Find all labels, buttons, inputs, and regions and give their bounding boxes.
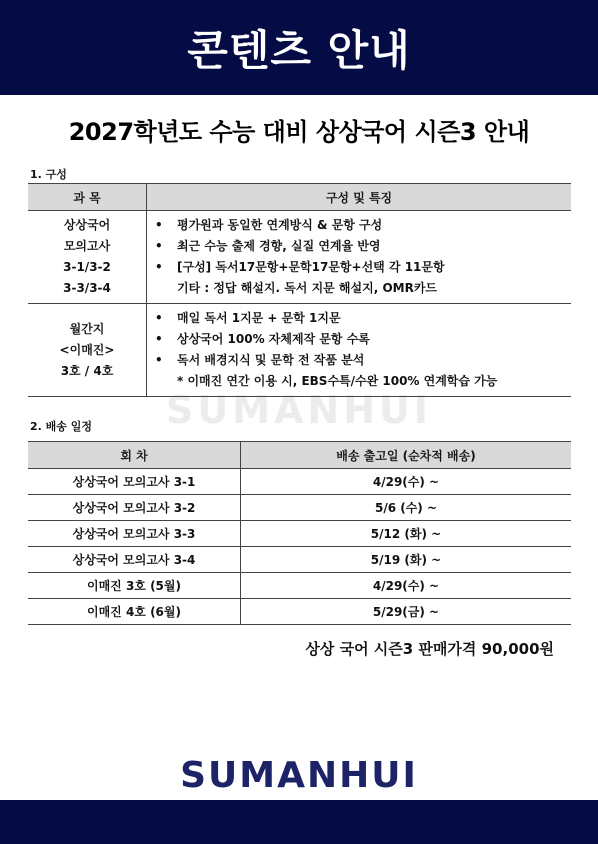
subject-line: 월간지 — [69, 321, 105, 336]
feature-extra: * 이매진 연간 이용 시, EBS수특/수완 100% 연계학습 가능 — [177, 374, 498, 388]
header-subject: 과 목 — [28, 184, 147, 211]
table-header-row — [28, 184, 571, 211]
subject-line: 3호 / 4호 — [60, 363, 114, 378]
feature-text: 독서 배경지식 및 문학 전 작품 분석 — [177, 353, 365, 367]
feature-list — [155, 308, 565, 371]
bullet-icon: • — [155, 218, 163, 232]
table-row — [28, 304, 571, 397]
bullet-icon: • — [155, 311, 163, 325]
date-cell: 5/29(금) ~ — [241, 599, 572, 625]
bullet-icon: • — [155, 239, 163, 253]
feature-text: 매일 독서 1지문 + 문학 1지문 — [177, 311, 341, 325]
round-cell: 상상국어 모의고사 3-2 — [28, 495, 241, 521]
features-cell — [147, 304, 572, 397]
bottom-banner — [0, 800, 598, 844]
bullet-icon: • — [155, 332, 163, 346]
subject-cell — [28, 304, 147, 397]
shipping-table — [28, 441, 571, 625]
list-item — [155, 329, 565, 350]
brand-logo: SUMANHUI — [180, 755, 418, 796]
feature-list — [155, 215, 565, 278]
top-banner — [0, 0, 598, 95]
subject-line: 모의고사 — [63, 239, 111, 253]
feature-text: 최근 수능 출제 경향, 실질 연계율 반영 — [177, 239, 381, 253]
round-cell: 상상국어 모의고사 3-4 — [28, 547, 241, 573]
section-shipping-label: 2. 배송 일정 — [30, 420, 92, 433]
feature-extra: 기타 : 정답 해설지. 독서 지문 해설지, OMR카드 — [177, 281, 438, 295]
list-item — [155, 308, 565, 329]
table-header-row — [28, 442, 571, 469]
watermark: SUMANHUI — [165, 388, 433, 432]
list-item — [155, 236, 565, 257]
price-text: 상상 국어 시즌3 판매가격 90,000원 — [305, 640, 554, 658]
header-ship-date: 배송 출고일 (순차적 배송) — [241, 442, 572, 469]
date-cell: 4/29(수) ~ — [241, 469, 572, 495]
page-title: 2027학년도 수능 대비 상상국어 시즌3 안내 — [68, 118, 530, 146]
bullet-icon: • — [155, 260, 163, 274]
features-cell — [147, 211, 572, 304]
date-cell: 5/6 (수) ~ — [241, 495, 572, 521]
subject-cell — [28, 211, 147, 304]
table-row — [28, 573, 571, 599]
round-cell: 이매진 3호 (5월) — [28, 573, 241, 599]
banner-title: 콘텐츠 안내 — [187, 25, 411, 75]
round-cell: 상상국어 모의고사 3-3 — [28, 521, 241, 547]
subject-line: 3-1/3-2 — [63, 260, 111, 274]
table-row — [28, 599, 571, 625]
feature-text: 상상국어 100% 자체제작 문항 수록 — [177, 332, 370, 346]
round-cell: 이매진 4호 (6월) — [28, 599, 241, 625]
subject-line: 상상국어 — [63, 218, 111, 232]
bullet-icon: • — [155, 353, 163, 367]
round-cell: 상상국어 모의고사 3-1 — [28, 469, 241, 495]
subject-line: 3-3/3-4 — [63, 281, 111, 295]
table-row — [28, 495, 571, 521]
header-round: 회 차 — [28, 442, 241, 469]
list-item — [155, 350, 565, 371]
date-cell: 5/12 (화) ~ — [241, 521, 572, 547]
table-row — [28, 547, 571, 573]
composition-table — [28, 183, 571, 397]
subject-line: <이매진> — [59, 342, 115, 357]
date-cell: 4/29(수) ~ — [241, 573, 572, 599]
list-item — [155, 215, 565, 236]
date-cell: 5/19 (화) ~ — [241, 547, 572, 573]
feature-text: 평가원과 동일한 연계방식 & 문항 구성 — [177, 218, 383, 232]
table-row — [28, 211, 571, 304]
list-item — [155, 257, 565, 278]
table-row — [28, 469, 571, 495]
section-composition-label: 1. 구성 — [30, 168, 67, 181]
feature-text: [구성] 독서17문항+문학17문항+선택 각 11문항 — [177, 260, 445, 274]
table-row — [28, 521, 571, 547]
header-features: 구성 및 특징 — [147, 184, 572, 211]
